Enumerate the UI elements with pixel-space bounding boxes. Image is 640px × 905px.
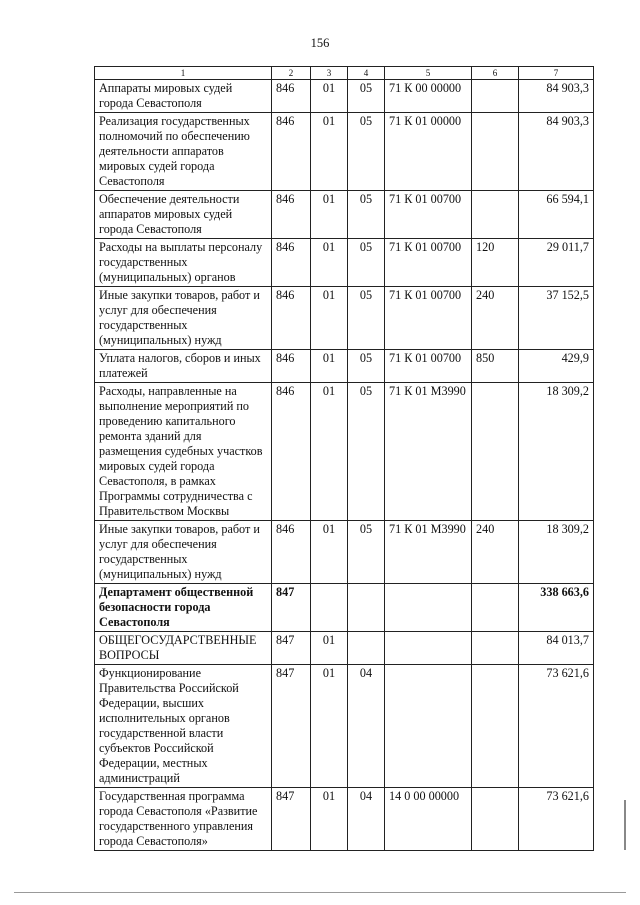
row-type-cell <box>472 788 519 851</box>
row-code-cell: 847 <box>272 665 311 788</box>
row-code-cell: 847 <box>272 788 311 851</box>
row-name-cell: Расходы, направленные на выполнение мероприятий по проведению капитального ремонта зданий для размещения судебных участков мировых судей города Севастополя, в рамках Программы сотрудничества с Правительством Москвы <box>95 383 272 521</box>
row-subsection-cell <box>348 584 385 632</box>
row-subsection-cell: 05 <box>348 113 385 191</box>
row-type-cell <box>472 113 519 191</box>
row-name-cell: Аппараты мировых судей города Севастополя <box>95 80 272 113</box>
table-row <box>95 80 594 113</box>
row-code-cell: 846 <box>272 113 311 191</box>
row-target-cell: 71 К 01 М3990 <box>385 383 472 521</box>
scan-bottom-edge <box>14 892 626 893</box>
row-name-cell: Расходы на выплаты персоналу государственных (муниципальных) органов <box>95 239 272 287</box>
row-sum-cell: 84 903,3 <box>519 80 594 113</box>
budget-table-body <box>95 67 594 851</box>
row-sum-cell: 338 663,6 <box>519 584 594 632</box>
row-target-cell: 71 К 01 М3990 <box>385 521 472 584</box>
header-cell: 1 <box>95 67 272 80</box>
row-section-cell: 01 <box>311 191 348 239</box>
row-sum-cell: 66 594,1 <box>519 191 594 239</box>
row-section-cell: 01 <box>311 788 348 851</box>
row-name-cell: Обеспечение деятельности аппаратов мировых судей города Севастополя <box>95 191 272 239</box>
table-row <box>95 521 594 584</box>
row-code-cell: 846 <box>272 80 311 113</box>
row-subsection-cell: 05 <box>348 239 385 287</box>
table-row <box>95 287 594 350</box>
table-row <box>95 584 594 632</box>
row-sum-cell: 18 309,2 <box>519 383 594 521</box>
row-target-cell <box>385 632 472 665</box>
row-section-cell <box>311 584 348 632</box>
row-subsection-cell: 04 <box>348 665 385 788</box>
budget-table <box>94 66 594 851</box>
row-type-cell <box>472 584 519 632</box>
row-target-cell: 71 К 01 00700 <box>385 239 472 287</box>
row-name-cell: Государственная программа города Севастополя «Развитие государственного управления города Севастополя» <box>95 788 272 851</box>
row-code-cell: 846 <box>272 239 311 287</box>
page-number: 156 <box>310 36 330 50</box>
row-target-cell: 71 К 00 00000 <box>385 80 472 113</box>
row-name-cell: ОБЩЕГОСУДАРСТВЕННЫЕ ВОПРОСЫ <box>95 632 272 665</box>
row-section-cell: 01 <box>311 239 348 287</box>
row-section-cell: 01 <box>311 521 348 584</box>
row-subsection-cell: 05 <box>348 191 385 239</box>
row-section-cell: 01 <box>311 665 348 788</box>
table-row <box>95 350 594 383</box>
row-section-cell: 01 <box>311 80 348 113</box>
table-row <box>95 239 594 287</box>
row-target-cell: 71 К 01 00000 <box>385 113 472 191</box>
row-subsection-cell: 05 <box>348 383 385 521</box>
row-type-cell <box>472 80 519 113</box>
row-target-cell: 14 0 00 00000 <box>385 788 472 851</box>
row-type-cell <box>472 632 519 665</box>
row-subsection-cell: 05 <box>348 350 385 383</box>
header-cell: 5 <box>385 67 472 80</box>
row-type-cell: 240 <box>472 521 519 584</box>
row-target-cell: 71 К 01 00700 <box>385 191 472 239</box>
row-section-cell: 01 <box>311 287 348 350</box>
row-sum-cell: 37 152,5 <box>519 287 594 350</box>
row-sum-cell: 84 013,7 <box>519 632 594 665</box>
row-section-cell: 01 <box>311 383 348 521</box>
row-type-cell: 240 <box>472 287 519 350</box>
row-target-cell <box>385 665 472 788</box>
table-row <box>95 113 594 191</box>
row-section-cell: 01 <box>311 350 348 383</box>
row-code-cell: 846 <box>272 191 311 239</box>
row-section-cell: 01 <box>311 113 348 191</box>
row-code-cell: 847 <box>272 632 311 665</box>
table-header-row <box>95 67 594 80</box>
row-name-cell: Реализация государственных полномочий по обеспечению деятельности аппаратов мировых судей города Севастополя <box>95 113 272 191</box>
table-row <box>95 632 594 665</box>
row-sum-cell: 84 903,3 <box>519 113 594 191</box>
table-row <box>95 788 594 851</box>
row-subsection-cell: 04 <box>348 788 385 851</box>
row-target-cell <box>385 584 472 632</box>
row-code-cell: 846 <box>272 287 311 350</box>
header-cell: 7 <box>519 67 594 80</box>
row-sum-cell: 29 011,7 <box>519 239 594 287</box>
table-row <box>95 665 594 788</box>
row-subsection-cell: 05 <box>348 80 385 113</box>
row-target-cell: 71 К 01 00700 <box>385 350 472 383</box>
row-type-cell <box>472 665 519 788</box>
row-code-cell: 846 <box>272 383 311 521</box>
row-sum-cell: 73 621,6 <box>519 665 594 788</box>
row-subsection-cell: 05 <box>348 287 385 350</box>
header-cell: 2 <box>272 67 311 80</box>
row-name-cell: Департамент общественной безопасности города Севастополя <box>95 584 272 632</box>
row-subsection-cell: 05 <box>348 521 385 584</box>
row-name-cell: Уплата налогов, сборов и иных платежей <box>95 350 272 383</box>
row-subsection-cell <box>348 632 385 665</box>
header-cell: 6 <box>472 67 519 80</box>
header-cell: 3 <box>311 67 348 80</box>
row-name-cell: Функционирование Правительства Российской Федерации, высших исполнительных органов государственной власти субъектов Российской Федерации, местных администраций <box>95 665 272 788</box>
row-type-cell <box>472 383 519 521</box>
scan-margin-mark <box>624 800 626 850</box>
row-type-cell: 120 <box>472 239 519 287</box>
row-target-cell: 71 К 01 00700 <box>385 287 472 350</box>
table-row <box>95 191 594 239</box>
row-code-cell: 846 <box>272 350 311 383</box>
header-cell: 4 <box>348 67 385 80</box>
row-type-cell <box>472 191 519 239</box>
row-sum-cell: 429,9 <box>519 350 594 383</box>
row-name-cell: Иные закупки товаров, работ и услуг для обеспечения государственных (муниципальных) нужд <box>95 521 272 584</box>
row-code-cell: 846 <box>272 521 311 584</box>
table-row <box>95 383 594 521</box>
row-sum-cell: 18 309,2 <box>519 521 594 584</box>
row-sum-cell: 73 621,6 <box>519 788 594 851</box>
row-type-cell: 850 <box>472 350 519 383</box>
row-name-cell: Иные закупки товаров, работ и услуг для обеспечения государственных (муниципальных) нужд <box>95 287 272 350</box>
row-code-cell: 847 <box>272 584 311 632</box>
row-section-cell: 01 <box>311 632 348 665</box>
